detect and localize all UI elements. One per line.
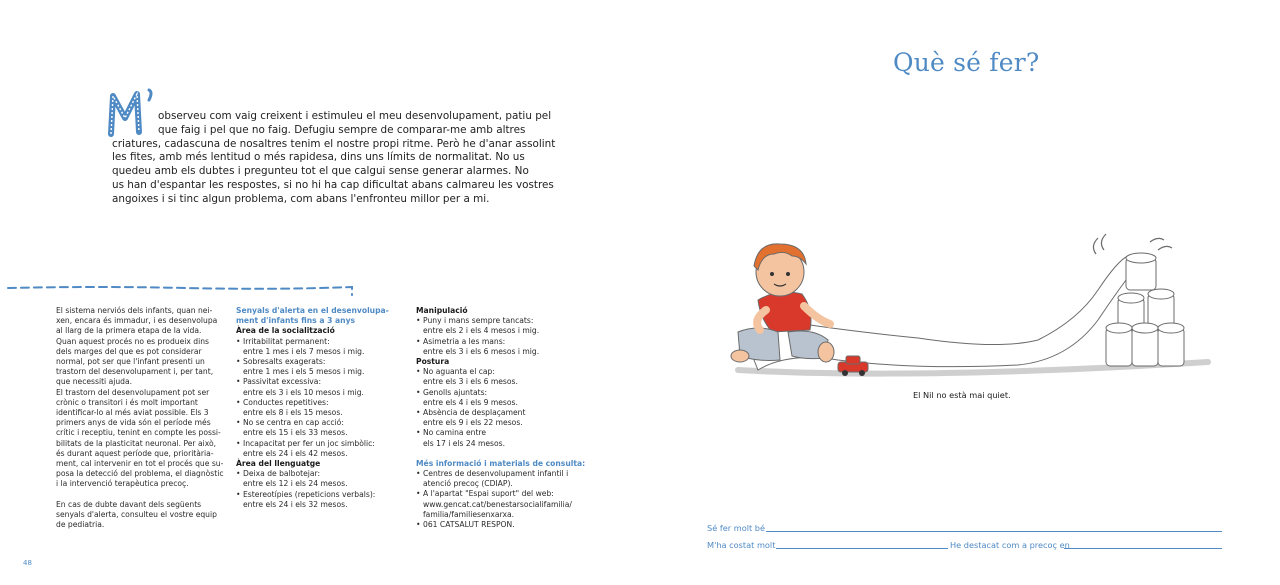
list-item: • No se centra en cap acció: entre els 15 i els 33 mesos. bbox=[236, 418, 411, 438]
text-line: senyals d'alerta, consulteu el vostre equip bbox=[56, 509, 217, 519]
text-line: crònic o transitori i és molt important bbox=[56, 397, 198, 407]
intro-line: les fites, amb més lentitud o més rapidesa, dins uns límits de normalitat. No us bbox=[112, 151, 525, 164]
text-line: al llarg de la primera etapa de la vida. bbox=[56, 326, 202, 336]
text-line: El sistema nerviós dels infants, quan nei- bbox=[56, 306, 213, 315]
page-number: 48 bbox=[23, 559, 32, 567]
text-line: Quan aquest procés no es produeix dins bbox=[56, 336, 209, 346]
text-line: i la intervenció terapèutica precoç. bbox=[56, 479, 189, 489]
form-line-precocious[interactable] bbox=[1064, 548, 1222, 549]
list-item: • 061 CATSALUT RESPON. bbox=[416, 520, 591, 530]
text-line: El trastorn del desenvolupament pot ser bbox=[56, 387, 210, 397]
posture-list bbox=[416, 367, 591, 449]
section-heading: ment d'infants fins a 3 anys bbox=[236, 316, 356, 326]
list-item: • Puny i mans sempre tancats: entre els 2 i els 4 mesos i mig. bbox=[416, 316, 591, 336]
text-line: ment, cal intervenir en tot el procés que su- bbox=[56, 459, 224, 469]
subsection-title: Manipulació bbox=[416, 306, 468, 315]
list-item: • Genolls ajuntats: entre els 4 i els 9 mesos. bbox=[416, 388, 591, 408]
language-list bbox=[236, 469, 411, 510]
intro-line: us han d'espantar les respostes, si no hi ha cap dificultat abans calmareu les vostres bbox=[112, 178, 554, 191]
form-label-good-at: Sé fer molt bé bbox=[707, 523, 766, 533]
child-toilet-paper-illustration bbox=[718, 220, 1218, 390]
text-line: crític i receptiu, tenint en compte les possi- bbox=[56, 428, 221, 438]
illustration-caption: El Nil no està mai quiet. bbox=[913, 390, 1011, 400]
list-item: • Sobresalts exagerats: entre 1 mes i els 5 mesos i mig. bbox=[236, 357, 411, 377]
intro-line: angoixes i si tinc algun problema, com abans l'enfronteu millor per a mi. bbox=[112, 192, 490, 205]
text-line: En cas de dubte davant dels següents bbox=[56, 499, 202, 509]
subsection-title: Àrea del llenguatge bbox=[236, 459, 321, 469]
social-list bbox=[236, 337, 411, 459]
list-item: • No aguanta el cap: entre els 3 i els 6 mesos. bbox=[416, 367, 591, 387]
text-line: primers anys de vida són el període més bbox=[56, 418, 211, 428]
list-item: • Incapacitat per fer un joc simbòlic: entre els 24 i els 42 mesos. bbox=[236, 439, 411, 459]
intro-paragraph bbox=[112, 110, 556, 207]
column-alert-signs bbox=[236, 306, 411, 510]
text-line: de pediatria. bbox=[56, 520, 105, 530]
form-label-difficult: M'ha costat molt bbox=[707, 540, 776, 550]
text-line: dels marges del que es pot considerar bbox=[56, 346, 202, 356]
list-item: • Estereotípies (repeticions verbals): entre els 24 i els 32 mesos. bbox=[236, 490, 411, 510]
subsection-title: Àrea de la socialització bbox=[236, 326, 335, 336]
text-line: trastorn del desenvolupament i, per tant, bbox=[56, 367, 214, 377]
list-item: • Passivitat excessiva: entre els 3 i els 10 mesos i mig. bbox=[236, 377, 411, 397]
text-line: que necessiti ajuda. bbox=[56, 377, 133, 387]
intro-line: criatures, cadascuna de nosaltres tenim el nostre propi ritme. Però he d'anar assolint bbox=[112, 137, 556, 150]
text-line: és durant aquest període que, prioritària- bbox=[56, 448, 214, 458]
intro-line: que faig i pel que no faig. Defugiu sempre de comparar-me amb altres bbox=[158, 123, 526, 136]
subsection-title: Postura bbox=[416, 357, 450, 367]
text-line: posa la detecció del problema, el diagnòstic bbox=[56, 469, 224, 479]
list-item: • A l'apartat "Espai suport" del web: www.gencat.cat/benestarsocialifamilia/ familia/familiesenxarxa. bbox=[416, 489, 591, 520]
list-item: • No camina entre els 17 i els 24 mesos. bbox=[416, 428, 591, 448]
text-line: xen, encara és immadur, i es desenvolupa bbox=[56, 316, 218, 326]
info-list bbox=[416, 469, 591, 530]
section-heading: Més informació i materials de consulta: bbox=[416, 458, 586, 468]
list-item: • Conductes repetitives: entre els 8 i els 15 mesos. bbox=[236, 398, 411, 418]
section-heading: Senyals d'alerta en el desenvolupa- bbox=[236, 306, 389, 315]
list-item: • Deixa de balbotejar: entre els 12 i els 24 mesos. bbox=[236, 469, 411, 489]
form-label-precocious: He destacat com a precoç en bbox=[950, 540, 1070, 550]
list-item: • Absència de desplaçament entre els 9 i els 22 mesos. bbox=[416, 408, 591, 428]
text-line: bilitats de la plasticitat neuronal. Per això, bbox=[56, 438, 217, 448]
form-line-good-at[interactable] bbox=[766, 531, 1222, 532]
intro-line: quedeu amb els dubtes i pregunteu tot el que calgui sense generar alarmes. No bbox=[112, 165, 529, 178]
list-item: • Irritabilitat permanent: entre 1 mes i els 7 mesos i mig. bbox=[236, 337, 411, 357]
page-title: Què sé fer? bbox=[893, 48, 1040, 77]
text-line: identificar-lo al més aviat possible. Els 3 bbox=[56, 408, 209, 418]
list-item: • Asimetria a les mans: entre els 3 i els 6 mesos i mig. bbox=[416, 337, 591, 357]
manipulation-list bbox=[416, 316, 591, 357]
form-line-difficult[interactable] bbox=[776, 548, 948, 549]
intro-line: observeu com vaig creixent i estimuleu el meu desenvolupament, patiu pel bbox=[158, 110, 552, 122]
dashed-divider bbox=[6, 282, 356, 298]
list-item: • Centres de desenvolupament infantil i atenció precoç (CDIAP). bbox=[416, 469, 591, 489]
column-motor-signs bbox=[416, 306, 591, 530]
column-intro-text bbox=[56, 306, 226, 530]
text-line: normal, pot ser que l'infant presenti un bbox=[56, 357, 205, 367]
